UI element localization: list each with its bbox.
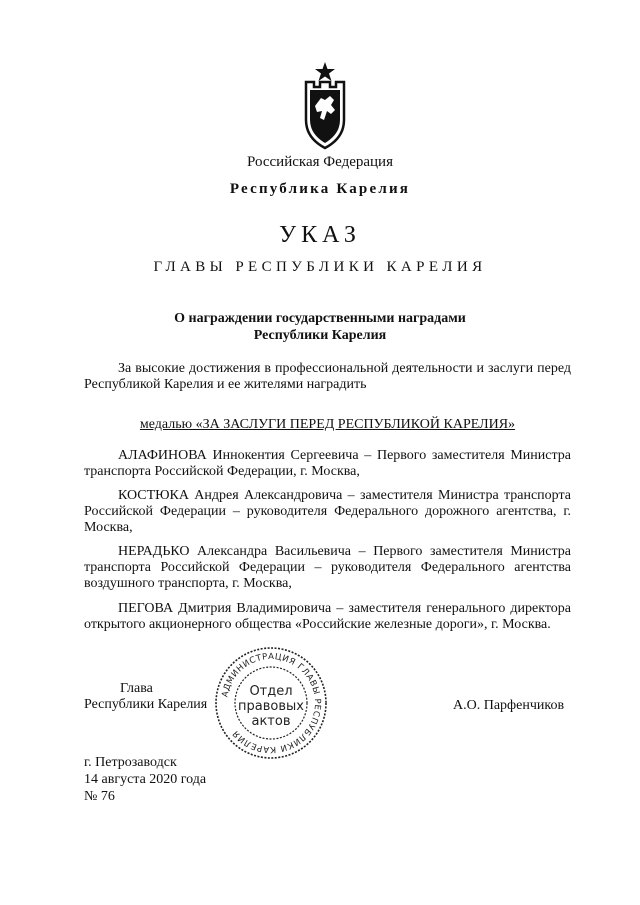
federation-heading: Российская Федерация: [247, 154, 393, 170]
stamp-line-2: правовых: [238, 699, 304, 714]
position-line-2: Республики Карелия: [84, 697, 208, 712]
document-number: № 76: [84, 789, 115, 804]
awardee-paragraph-2: КОСТЮКА Андрея Александровича – заместителя Министра транспорта Российской Федерации – руководителя Федерального дорожного агентства, г. Москва,: [84, 488, 571, 535]
awardee-paragraph-1: АЛАФИНОВА Иннокентия Сергеевича – Первого заместителя Министра транспорта Российской Федерации, г. Москва,: [84, 448, 571, 479]
issue-city: г. Петрозаводск: [84, 755, 177, 770]
official-stamp: [213, 645, 329, 761]
document-subtitle: ГЛАВЫ РЕСПУБЛИКИ КАРЕЛИЯ: [153, 259, 487, 275]
document-footer: [84, 754, 206, 805]
stamp-line-1: Отдел: [249, 684, 293, 699]
awardee-paragraph-4: ПЕГОВА Дмитрия Владимировича – заместителя генерального директора открытого акционерного общества «Российские железные дороги», г. Москва.: [84, 601, 571, 632]
stamp-line-3: актов: [251, 714, 291, 729]
intro-paragraph: За высокие достижения в профессиональной деятельности и заслуги перед Республикой Карелия и ее жителями наградить: [84, 361, 571, 392]
medal-name: медалью «ЗА ЗАСЛУГИ ПЕРЕД РЕСПУБЛИКОЙ КАРЕЛИЯ»: [139, 417, 516, 432]
subject-line-2: Республики Карелия: [253, 328, 387, 343]
awardee-paragraph-3: НЕРАДЬКО Александра Васильевича – Первого заместителя Министра транспорта Российской Федерации – руководителя Федерального агентства воздушного транспорта, г. Москва,: [84, 544, 571, 591]
signatory-name: А.О. Парфенчиков: [453, 698, 565, 713]
subject-line-1: О награждении государственными наградами: [174, 311, 466, 326]
stamp-ring-text: АДМИНИСТРАЦИЯ ГЛАВЫ РЕСПУБЛИКИ КАРЕЛИЯ: [220, 651, 323, 755]
republic-heading: Республика Карелия: [229, 181, 411, 197]
signatory-position: [84, 681, 207, 713]
document-title: УКАЗ: [279, 222, 361, 248]
subject-heading: [0, 310, 640, 344]
issue-date: 14 августа 2020 года: [84, 772, 207, 787]
position-line-1: Глава: [120, 681, 153, 696]
coat-of-arms-icon: [300, 60, 350, 150]
